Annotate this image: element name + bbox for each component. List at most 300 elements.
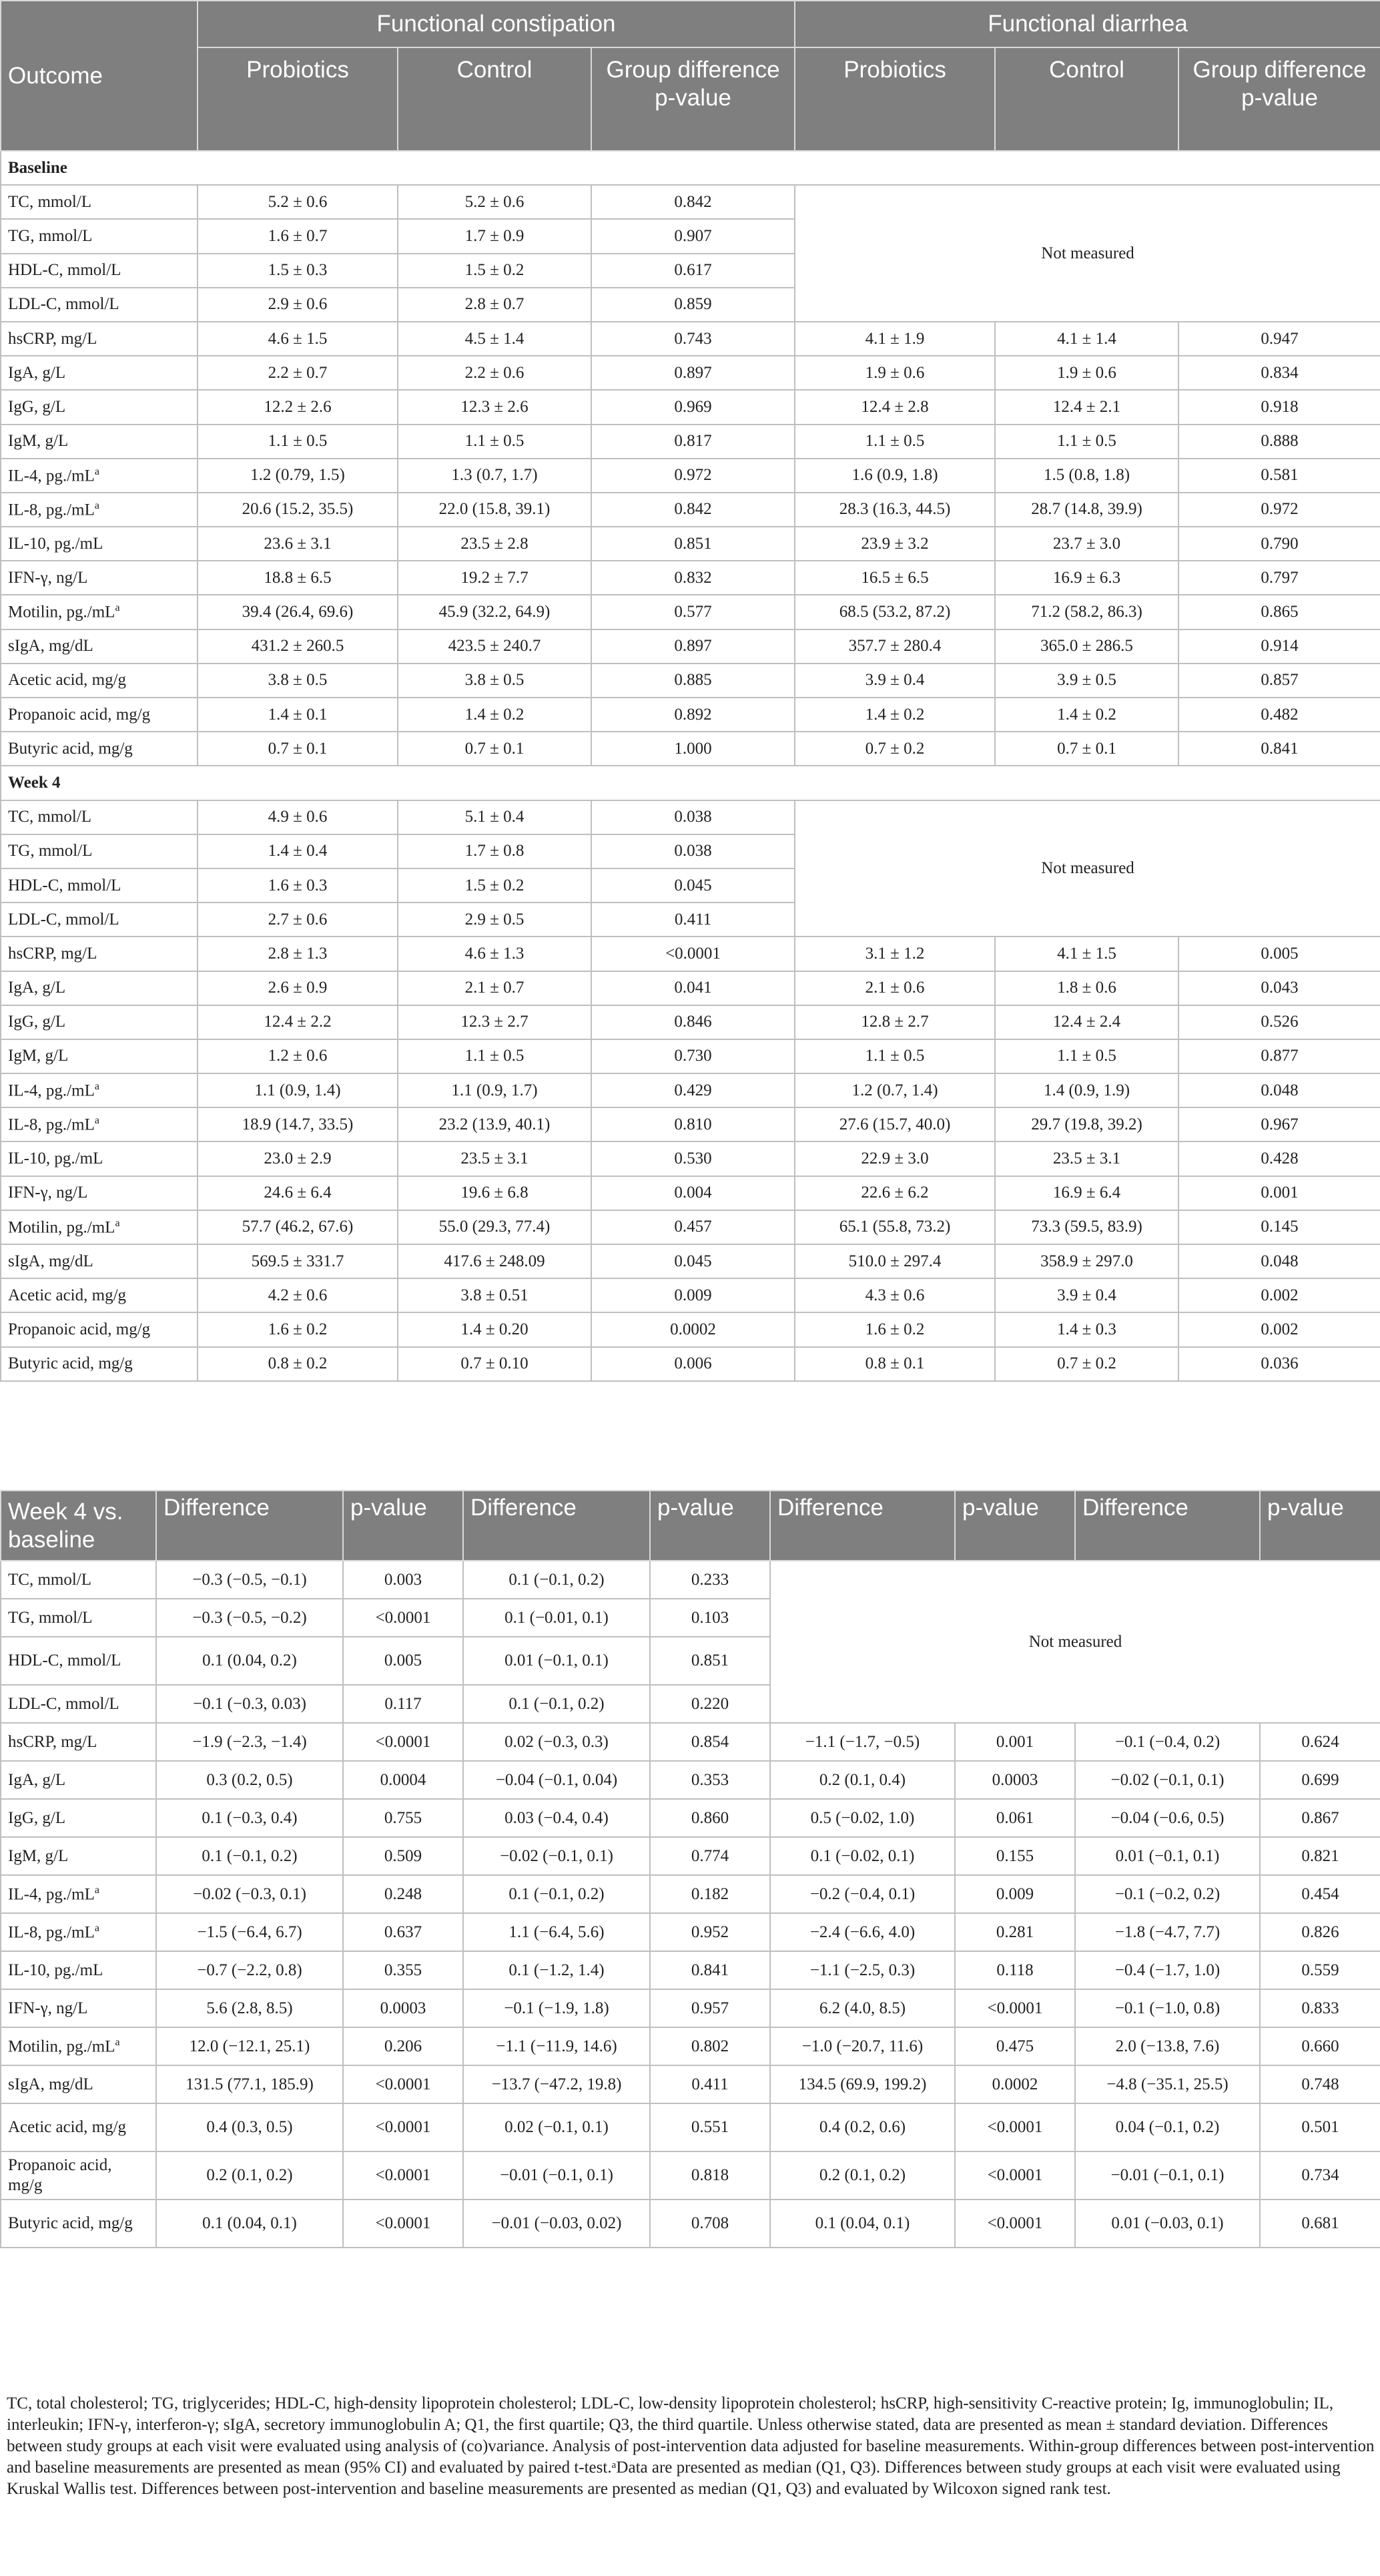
fc-diff-cell: 0.248	[343, 1875, 463, 1913]
fd-cell: 3.9 ± 0.4	[995, 1278, 1178, 1312]
fd-cell: 0.877	[1178, 1039, 1380, 1073]
table-row	[1, 732, 1380, 766]
fd-cell: 0.7 ± 0.2	[995, 1347, 1178, 1381]
fc-cell: 3.8 ± 0.5	[198, 664, 398, 698]
table-row	[1, 2151, 1380, 2200]
row-label	[1, 219, 198, 253]
fc-cell: 4.5 ± 1.4	[398, 322, 591, 356]
header-fd-probiotics-pvalue: p-value	[955, 1491, 1075, 1561]
header-fd-control-difference: Difference	[1075, 1491, 1260, 1561]
row-label	[1, 937, 198, 971]
row-label	[1, 1799, 156, 1837]
fc-diff-cell: 0.02 (−0.3, 0.3)	[463, 1723, 650, 1761]
fc-diff-cell: 0.3 (0.2, 0.5)	[156, 1761, 343, 1799]
row-label-text: sIgA, mg/dL	[8, 2075, 93, 2093]
header-fc-group-difference: Group difference p-value	[591, 47, 795, 151]
fc-cell: 57.7 (46.2, 67.6)	[198, 1210, 398, 1244]
table-row	[1, 2200, 1380, 2248]
fc-diff-cell: −1.5 (−6.4, 6.7)	[156, 1913, 343, 1951]
fd-diff-cell: 0.001	[955, 1723, 1075, 1761]
fc-cell: 2.1 ± 0.7	[398, 971, 591, 1005]
fc-diff-cell: −0.1 (−1.9, 1.8)	[463, 1989, 650, 2027]
fc-diff-cell: <0.0001	[343, 2151, 463, 2200]
fc-diff-cell: −1.1 (−11.9, 14.6)	[463, 2027, 650, 2065]
fd-diff-cell: 2.0 (−13.8, 7.6)	[1075, 2027, 1260, 2065]
header-fc-control-difference: Difference	[463, 1491, 650, 1561]
fc-diff-cell: <0.0001	[343, 2065, 463, 2103]
row-label	[1, 800, 198, 834]
row-label	[1, 629, 198, 664]
row-label	[1, 1347, 198, 1381]
fd-cell: 27.6 (15.7, 40.0)	[795, 1107, 995, 1141]
fc-cell: 5.2 ± 0.6	[398, 185, 591, 219]
fc-cell: 18.8 ± 6.5	[198, 561, 398, 595]
fc-diff-cell: 0.637	[343, 1913, 463, 1951]
row-label	[1, 356, 198, 390]
fc-diff-cell: 1.1 (−6.4, 5.6)	[463, 1913, 650, 1951]
fd-diff-cell: 0.821	[1260, 1837, 1380, 1875]
fd-diff-cell: 0.009	[955, 1875, 1075, 1913]
table-row	[1, 1278, 1380, 1312]
fd-cell: 0.967	[1178, 1107, 1380, 1141]
table-row	[1, 1141, 1380, 1176]
fd-cell: 1.4 ± 0.3	[995, 1312, 1178, 1346]
row-label-text: Propanoic acid, mg/g	[8, 1320, 151, 1338]
row-label-text: IL-8, pg./mL	[8, 1115, 95, 1134]
row-label-text: HDL-C, mmol/L	[8, 261, 121, 280]
row-label	[1, 1210, 198, 1244]
section-row	[1, 151, 1380, 185]
fc-cell: 0.7 ± 0.1	[198, 732, 398, 766]
fd-diff-cell: −2.4 (−6.6, 4.0)	[770, 1913, 955, 1951]
table-row	[1, 1073, 1380, 1107]
row-label-text: TG, mmol/L	[8, 226, 93, 245]
row-label	[1, 185, 198, 219]
fd-cell: 23.7 ± 3.0	[995, 527, 1178, 561]
fc-cell: 1.6 ± 0.7	[198, 219, 398, 253]
fc-cell: 569.5 ± 331.7	[198, 1244, 398, 1278]
fc-cell: 0.038	[591, 800, 795, 834]
row-label-text: IgA, g/L	[8, 1770, 66, 1789]
footnote-marker: a	[94, 1115, 99, 1127]
fc-cell: 2.9 ± 0.6	[198, 288, 398, 322]
fd-diff-cell: 0.559	[1260, 1951, 1380, 1989]
fd-diff-cell: 0.867	[1260, 1799, 1380, 1837]
section-row	[1, 766, 1380, 800]
fc-cell: 0.885	[591, 664, 795, 698]
fc-diff-cell: −0.7 (−2.2, 0.8)	[156, 1951, 343, 1989]
fc-cell: 23.2 (13.9, 40.1)	[398, 1107, 591, 1141]
table-row	[1, 1799, 1380, 1837]
fd-diff-cell: −0.02 (−0.1, 0.1)	[1075, 1761, 1260, 1799]
fd-diff-cell: 134.5 (69.9, 199.2)	[770, 2065, 955, 2103]
row-label-text: Acetic acid, mg/g	[8, 2118, 127, 2136]
table-row	[1, 937, 1380, 971]
fc-cell: 1.6 ± 0.2	[198, 1312, 398, 1346]
fc-diff-cell: 0.005	[343, 1637, 463, 1685]
row-label	[1, 1723, 156, 1761]
fc-diff-cell: 0.003	[343, 1561, 463, 1599]
fd-cell: 0.005	[1178, 937, 1380, 971]
row-label	[1, 561, 198, 595]
fc-cell: 24.6 ± 6.4	[198, 1176, 398, 1210]
row-label-text: IgM, g/L	[8, 1846, 69, 1865]
fc-cell: 1.7 ± 0.9	[398, 219, 591, 253]
fd-diff-cell: 0.5 (−0.02, 1.0)	[770, 1799, 955, 1837]
fd-cell: 1.9 ± 0.6	[995, 356, 1178, 390]
fc-diff-cell: 0.0003	[343, 1989, 463, 2027]
fc-diff-cell: <0.0001	[343, 2200, 463, 2248]
fc-cell: <0.0001	[591, 937, 795, 971]
fd-cell: 29.7 (19.8, 39.2)	[995, 1107, 1178, 1141]
fd-diff-cell: 0.01 (−0.03, 0.1)	[1075, 2200, 1260, 2248]
fc-cell: 1.7 ± 0.8	[398, 834, 591, 868]
fd-cell: 16.9 ± 6.3	[995, 561, 1178, 595]
row-label	[1, 903, 198, 937]
table-row	[1, 971, 1380, 1005]
table-row	[1, 1312, 1380, 1346]
fd-diff-cell: 0.1 (0.04, 0.1)	[770, 2200, 955, 2248]
fd-cell: 1.6 (0.9, 1.8)	[795, 459, 995, 493]
fd-cell: 16.5 ± 6.5	[795, 561, 995, 595]
fd-cell: 12.8 ± 2.7	[795, 1005, 995, 1039]
table-row	[1, 527, 1380, 561]
fc-diff-cell: 0.551	[650, 2103, 770, 2151]
row-label-text: Butyric acid, mg/g	[8, 2214, 133, 2232]
row-label-text: IFN-γ, ng/L	[8, 1184, 88, 1202]
row-label-text: sIgA, mg/dL	[8, 1252, 93, 1270]
fc-cell: 4.9 ± 0.6	[198, 800, 398, 834]
fc-cell: 4.6 ± 1.3	[398, 937, 591, 971]
row-label	[1, 254, 198, 288]
fd-diff-cell: 0.04 (−0.1, 0.2)	[1075, 2103, 1260, 2151]
fd-cell: 0.914	[1178, 629, 1380, 664]
row-label	[1, 971, 198, 1005]
fc-cell: 5.1 ± 0.4	[398, 800, 591, 834]
fc-diff-cell: 0.1 (−1.2, 1.4)	[463, 1951, 650, 1989]
fc-cell: 0.041	[591, 971, 795, 1005]
fd-cell: 1.4 ± 0.2	[995, 698, 1178, 732]
footnote-marker: a	[94, 1884, 99, 1896]
footnote-marker: a	[115, 602, 120, 614]
fd-cell: 1.6 ± 0.2	[795, 1312, 995, 1346]
fd-cell: 68.5 (53.2, 87.2)	[795, 595, 995, 629]
fc-cell: 0.842	[591, 493, 795, 527]
row-label-text: TG, mmol/L	[8, 1608, 93, 1627]
fc-diff-cell: <0.0001	[343, 1723, 463, 1761]
fc-cell: 1.1 ± 0.5	[198, 425, 398, 459]
fd-cell: 0.8 ± 0.1	[795, 1347, 995, 1381]
row-label-text: IgA, g/L	[8, 363, 66, 382]
fd-cell: 1.9 ± 0.6	[795, 356, 995, 390]
table-row	[1, 356, 1380, 390]
fc-diff-cell: 0.0004	[343, 1761, 463, 1799]
fd-diff-cell: −0.1 (−1.0, 0.8)	[1075, 1989, 1260, 2027]
fd-diff-cell: −0.1 (−0.4, 0.2)	[1075, 1723, 1260, 1761]
row-label	[1, 1176, 198, 1210]
fd-cell: 4.1 ± 1.9	[795, 322, 995, 356]
table-row	[1, 2103, 1380, 2151]
fd-diff-cell: 0.2 (0.1, 0.4)	[770, 1761, 955, 1799]
fd-cell: 0.888	[1178, 425, 1380, 459]
fd-cell: 0.972	[1178, 493, 1380, 527]
row-label	[1, 595, 198, 629]
fd-diff-cell: <0.0001	[955, 2200, 1075, 2248]
fd-cell: 0.841	[1178, 732, 1380, 766]
row-label-text: TC, mmol/L	[8, 192, 91, 211]
fd-diff-cell: 0.2 (0.1, 0.2)	[770, 2151, 955, 2200]
row-label	[1, 1599, 156, 1637]
not-measured-cell: Not measured	[795, 185, 1380, 322]
row-label	[1, 1951, 156, 1989]
fd-cell: 0.428	[1178, 1141, 1380, 1176]
header-fc-probiotics: Probiotics	[198, 47, 398, 151]
fc-cell: 2.8 ± 0.7	[398, 288, 591, 322]
fc-cell: 55.0 (29.3, 77.4)	[398, 1210, 591, 1244]
header-fc-control-pvalue: p-value	[650, 1491, 770, 1561]
fd-diff-cell: −1.0 (−20.7, 11.6)	[770, 2027, 955, 2065]
fd-cell: 0.797	[1178, 561, 1380, 595]
fd-cell: 2.1 ± 0.6	[795, 971, 995, 1005]
row-label-text: LDL-C, mmol/L	[8, 295, 119, 314]
fc-diff-cell: 0.2 (0.1, 0.2)	[156, 2151, 343, 2200]
fc-diff-cell: 0.182	[650, 1875, 770, 1913]
row-label-text: IgM, g/L	[8, 432, 69, 451]
fd-cell: 357.7 ± 280.4	[795, 629, 995, 664]
table-row	[1, 595, 1380, 629]
row-label-text: Acetic acid, mg/g	[8, 1286, 127, 1304]
fd-cell: 3.9 ± 0.5	[995, 664, 1178, 698]
table-row	[1, 1913, 1380, 1951]
fc-diff-cell: −0.3 (−0.5, −0.2)	[156, 1599, 343, 1637]
fd-cell: 510.0 ± 297.4	[795, 1244, 995, 1278]
fc-diff-cell: 0.233	[650, 1561, 770, 1599]
row-label-text: hsCRP, mg/L	[8, 944, 97, 963]
row-label-text: IgG, g/L	[8, 1013, 66, 1031]
table-row	[1, 459, 1380, 493]
fd-diff-cell: 0.681	[1260, 2200, 1380, 2248]
row-label-text: TG, mmol/L	[8, 842, 93, 860]
fc-cell: 1.4 ± 0.2	[398, 698, 591, 732]
fc-cell: 12.3 ± 2.6	[398, 390, 591, 424]
fc-diff-cell: 0.353	[650, 1761, 770, 1799]
header-fd-control-pvalue: p-value	[1260, 1491, 1380, 1561]
row-label-text: Butyric acid, mg/g	[8, 1354, 133, 1373]
fd-diff-cell: −1.8 (−4.7, 7.7)	[1075, 1913, 1260, 1951]
fc-diff-cell: −0.04 (−0.1, 0.04)	[463, 1761, 650, 1799]
fd-cell: 0.145	[1178, 1210, 1380, 1244]
fd-cell: 23.5 ± 3.1	[995, 1141, 1178, 1176]
header-fc-control: Control	[398, 47, 591, 151]
fd-diff-cell: 0.061	[955, 1799, 1075, 1837]
fc-cell: 1.5 ± 0.2	[398, 254, 591, 288]
fc-cell: 0.457	[591, 1210, 795, 1244]
fc-cell: 4.6 ± 1.5	[198, 322, 398, 356]
fd-cell: 0.002	[1178, 1278, 1380, 1312]
fc-cell: 0.907	[591, 219, 795, 253]
fc-cell: 0.969	[591, 390, 795, 424]
fc-diff-cell: 0.1 (−0.01, 0.1)	[463, 1599, 650, 1637]
row-label	[1, 1107, 198, 1141]
row-label	[1, 459, 198, 493]
table-row	[1, 2027, 1380, 2065]
row-label	[1, 1005, 198, 1039]
row-label	[1, 1278, 198, 1312]
fc-cell: 0.530	[591, 1141, 795, 1176]
header-week4-vs-baseline: Week 4 vs. baseline	[1, 1491, 156, 1561]
header-fd-control: Control	[995, 47, 1178, 151]
fc-diff-cell: −1.9 (−2.3, −1.4)	[156, 1723, 343, 1761]
fc-diff-cell: 5.6 (2.8, 8.5)	[156, 1989, 343, 2027]
section-title: Week 4	[1, 766, 1380, 800]
row-label	[1, 527, 198, 561]
fd-cell: 0.043	[1178, 971, 1380, 1005]
header-fd-group-difference: Group difference p-value	[1178, 47, 1380, 151]
table-row	[1, 425, 1380, 459]
row-label	[1, 1637, 156, 1685]
fd-cell: 22.9 ± 3.0	[795, 1141, 995, 1176]
fc-cell: 19.2 ± 7.7	[398, 561, 591, 595]
fc-cell: 0.7 ± 0.1	[398, 732, 591, 766]
table-row	[1, 2065, 1380, 2103]
fd-cell: 0.834	[1178, 356, 1380, 390]
fc-diff-cell: 0.851	[650, 1637, 770, 1685]
table-footnote: TC, total cholesterol; TG, triglycerides; HDL-C, high-density lipoprotein cholesterol; LDL-C, low-density lipoprotein cholesterol; hsCRP, high-sensitivity C-reactive protein; Ig, immunoglobulin; IL, interleukin; IFN-γ, interferon-γ; sIgA, secretory immunoglobulin A; Q1, the first quartile; Q3, the third quartile. Unless otherwise stated, data are presented as mean ± standard deviation. Differences between study groups at each visit were evaluated using analysis of (co)variance. Analysis of post-intervention data adjusted for baseline measurements. Within-group differences between post-intervention and baseline measurements are presented as mean (95% CI) and evaluated by paired t-test.ᵃData are presented as median (Q1, Q3). Differences between study groups at each visit were evaluated using Kruskal Wallis test. Differences between post-intervention and baseline measurements are presented as median (Q1, Q3) and evaluated by Wilcoxon signed rank test.	[7, 2394, 1375, 2498]
row-label-text: Butyric acid, mg/g	[8, 739, 133, 758]
fc-cell: 1.4 ± 0.4	[198, 834, 398, 868]
fd-diff-cell: 0.660	[1260, 2027, 1380, 2065]
table-row	[1, 1561, 1380, 1599]
fd-cell: 71.2 (58.2, 86.3)	[995, 595, 1178, 629]
header-functional-diarrhea: Functional diarrhea	[795, 1, 1380, 47]
fc-cell: 0.038	[591, 834, 795, 868]
fc-cell: 1.1 (0.9, 1.4)	[198, 1073, 398, 1107]
fd-cell: 23.9 ± 3.2	[795, 527, 995, 561]
row-label	[1, 493, 198, 527]
fd-cell: 28.3 (16.3, 44.5)	[795, 493, 995, 527]
fd-cell: 22.6 ± 6.2	[795, 1176, 995, 1210]
row-label-text: IL-4, pg./mL	[8, 466, 95, 485]
fc-diff-cell: −0.02 (−0.3, 0.1)	[156, 1875, 343, 1913]
fc-diff-cell: 0.1 (−0.3, 0.4)	[156, 1799, 343, 1837]
row-label-text: IFN-γ, ng/L	[8, 568, 88, 587]
fc-cell: 22.0 (15.8, 39.1)	[398, 493, 591, 527]
fc-cell: 0.972	[591, 459, 795, 493]
fc-diff-cell: 0.774	[650, 1837, 770, 1875]
fc-cell: 0.897	[591, 629, 795, 664]
table-row	[1, 185, 1380, 219]
table-row	[1, 800, 1380, 834]
fc-cell: 2.6 ± 0.9	[198, 971, 398, 1005]
row-label	[1, 1875, 156, 1913]
fc-cell: 2.2 ± 0.7	[198, 356, 398, 390]
row-label	[1, 1561, 156, 1599]
row-label-text: Acetic acid, mg/g	[8, 671, 127, 690]
fd-cell: 0.865	[1178, 595, 1380, 629]
row-label-text: IL-4, pg./mL	[8, 1885, 95, 1904]
table-row	[1, 1005, 1380, 1039]
fd-diff-cell: 0.833	[1260, 1989, 1380, 2027]
fc-diff-cell: 0.355	[343, 1951, 463, 1989]
fd-cell: 0.7 ± 0.2	[795, 732, 995, 766]
row-label-text: Motilin, pg./mL	[8, 1218, 115, 1237]
fc-diff-cell: 0.1 (0.04, 0.2)	[156, 1637, 343, 1685]
row-label	[1, 698, 198, 732]
fd-diff-cell: 0.748	[1260, 2065, 1380, 2103]
fd-cell: 0.7 ± 0.1	[995, 732, 1178, 766]
fc-diff-cell: 0.1 (−0.1, 0.2)	[463, 1685, 650, 1723]
fd-cell: 0.918	[1178, 390, 1380, 424]
fc-cell: 4.2 ± 0.6	[198, 1278, 398, 1312]
fc-diff-cell: −0.3 (−0.5, −0.1)	[156, 1561, 343, 1599]
fd-cell: 1.4 ± 0.2	[795, 698, 995, 732]
row-label	[1, 2065, 156, 2103]
row-label	[1, 1244, 198, 1278]
fc-diff-cell: −0.02 (−0.1, 0.1)	[463, 1837, 650, 1875]
fc-diff-cell: 131.5 (77.1, 185.9)	[156, 2065, 343, 2103]
fc-diff-cell: 0.841	[650, 1951, 770, 1989]
row-label-text: Propanoic acid, mg/g	[8, 705, 151, 724]
fc-cell: 0.7 ± 0.10	[398, 1347, 591, 1381]
fc-diff-cell: −0.01 (−0.1, 0.1)	[463, 2151, 650, 2200]
fd-cell: 28.7 (14.8, 39.9)	[995, 493, 1178, 527]
fd-diff-cell: <0.0001	[955, 1989, 1075, 2027]
row-label-text: IL-10, pg./mL	[8, 1961, 103, 1979]
row-label	[1, 2151, 156, 2200]
header-functional-constipation: Functional constipation	[198, 1, 795, 47]
fc-cell: 1.5 ± 0.2	[398, 868, 591, 903]
fd-diff-cell: −0.04 (−0.6, 0.5)	[1075, 1799, 1260, 1837]
fd-diff-cell: −0.2 (−0.4, 0.1)	[770, 1875, 955, 1913]
fc-diff-cell: −0.01 (−0.03, 0.02)	[463, 2200, 650, 2248]
fc-cell: 0.8 ± 0.2	[198, 1347, 398, 1381]
fc-cell: 417.6 ± 248.09	[398, 1244, 591, 1278]
row-label	[1, 1039, 198, 1073]
fd-diff-cell: 0.826	[1260, 1913, 1380, 1951]
fc-cell: 0.743	[591, 322, 795, 356]
fc-cell: 0.429	[591, 1073, 795, 1107]
row-label	[1, 1312, 198, 1346]
fc-diff-cell: 0.1 (−0.1, 0.2)	[463, 1561, 650, 1599]
row-label-text: TC, mmol/L	[8, 1570, 91, 1589]
row-label-text: IgM, g/L	[8, 1047, 69, 1065]
footnote-marker: a	[94, 499, 99, 511]
fd-diff-cell: <0.0001	[955, 2151, 1075, 2200]
row-label	[1, 2027, 156, 2065]
table-row	[1, 561, 1380, 595]
fd-diff-cell: 0.454	[1260, 1875, 1380, 1913]
fd-cell: 1.1 ± 0.5	[995, 425, 1178, 459]
fc-diff-cell: 0.01 (−0.1, 0.1)	[463, 1637, 650, 1685]
row-label-text: IL-4, pg./mL	[8, 1081, 95, 1100]
header-outcome: Outcome	[1, 1, 198, 151]
row-label-text: IgG, g/L	[8, 397, 66, 416]
fc-cell: 0.045	[591, 868, 795, 903]
row-label	[1, 1073, 198, 1107]
fd-cell: 4.1 ± 1.4	[995, 322, 1178, 356]
fc-cell: 3.8 ± 0.51	[398, 1278, 591, 1312]
fc-cell: 0.892	[591, 698, 795, 732]
table-row	[1, 1989, 1380, 2027]
fd-diff-cell: 0.1 (−0.02, 0.1)	[770, 1837, 955, 1875]
fd-diff-cell: 0.0003	[955, 1761, 1075, 1799]
fc-cell: 18.9 (14.7, 33.5)	[198, 1107, 398, 1141]
table-row	[1, 1244, 1380, 1278]
row-label	[1, 1685, 156, 1723]
header-fc-probiotics-pvalue: p-value	[343, 1491, 463, 1561]
fc-cell: 0.842	[591, 185, 795, 219]
footnote-marker: a	[94, 1922, 99, 1934]
